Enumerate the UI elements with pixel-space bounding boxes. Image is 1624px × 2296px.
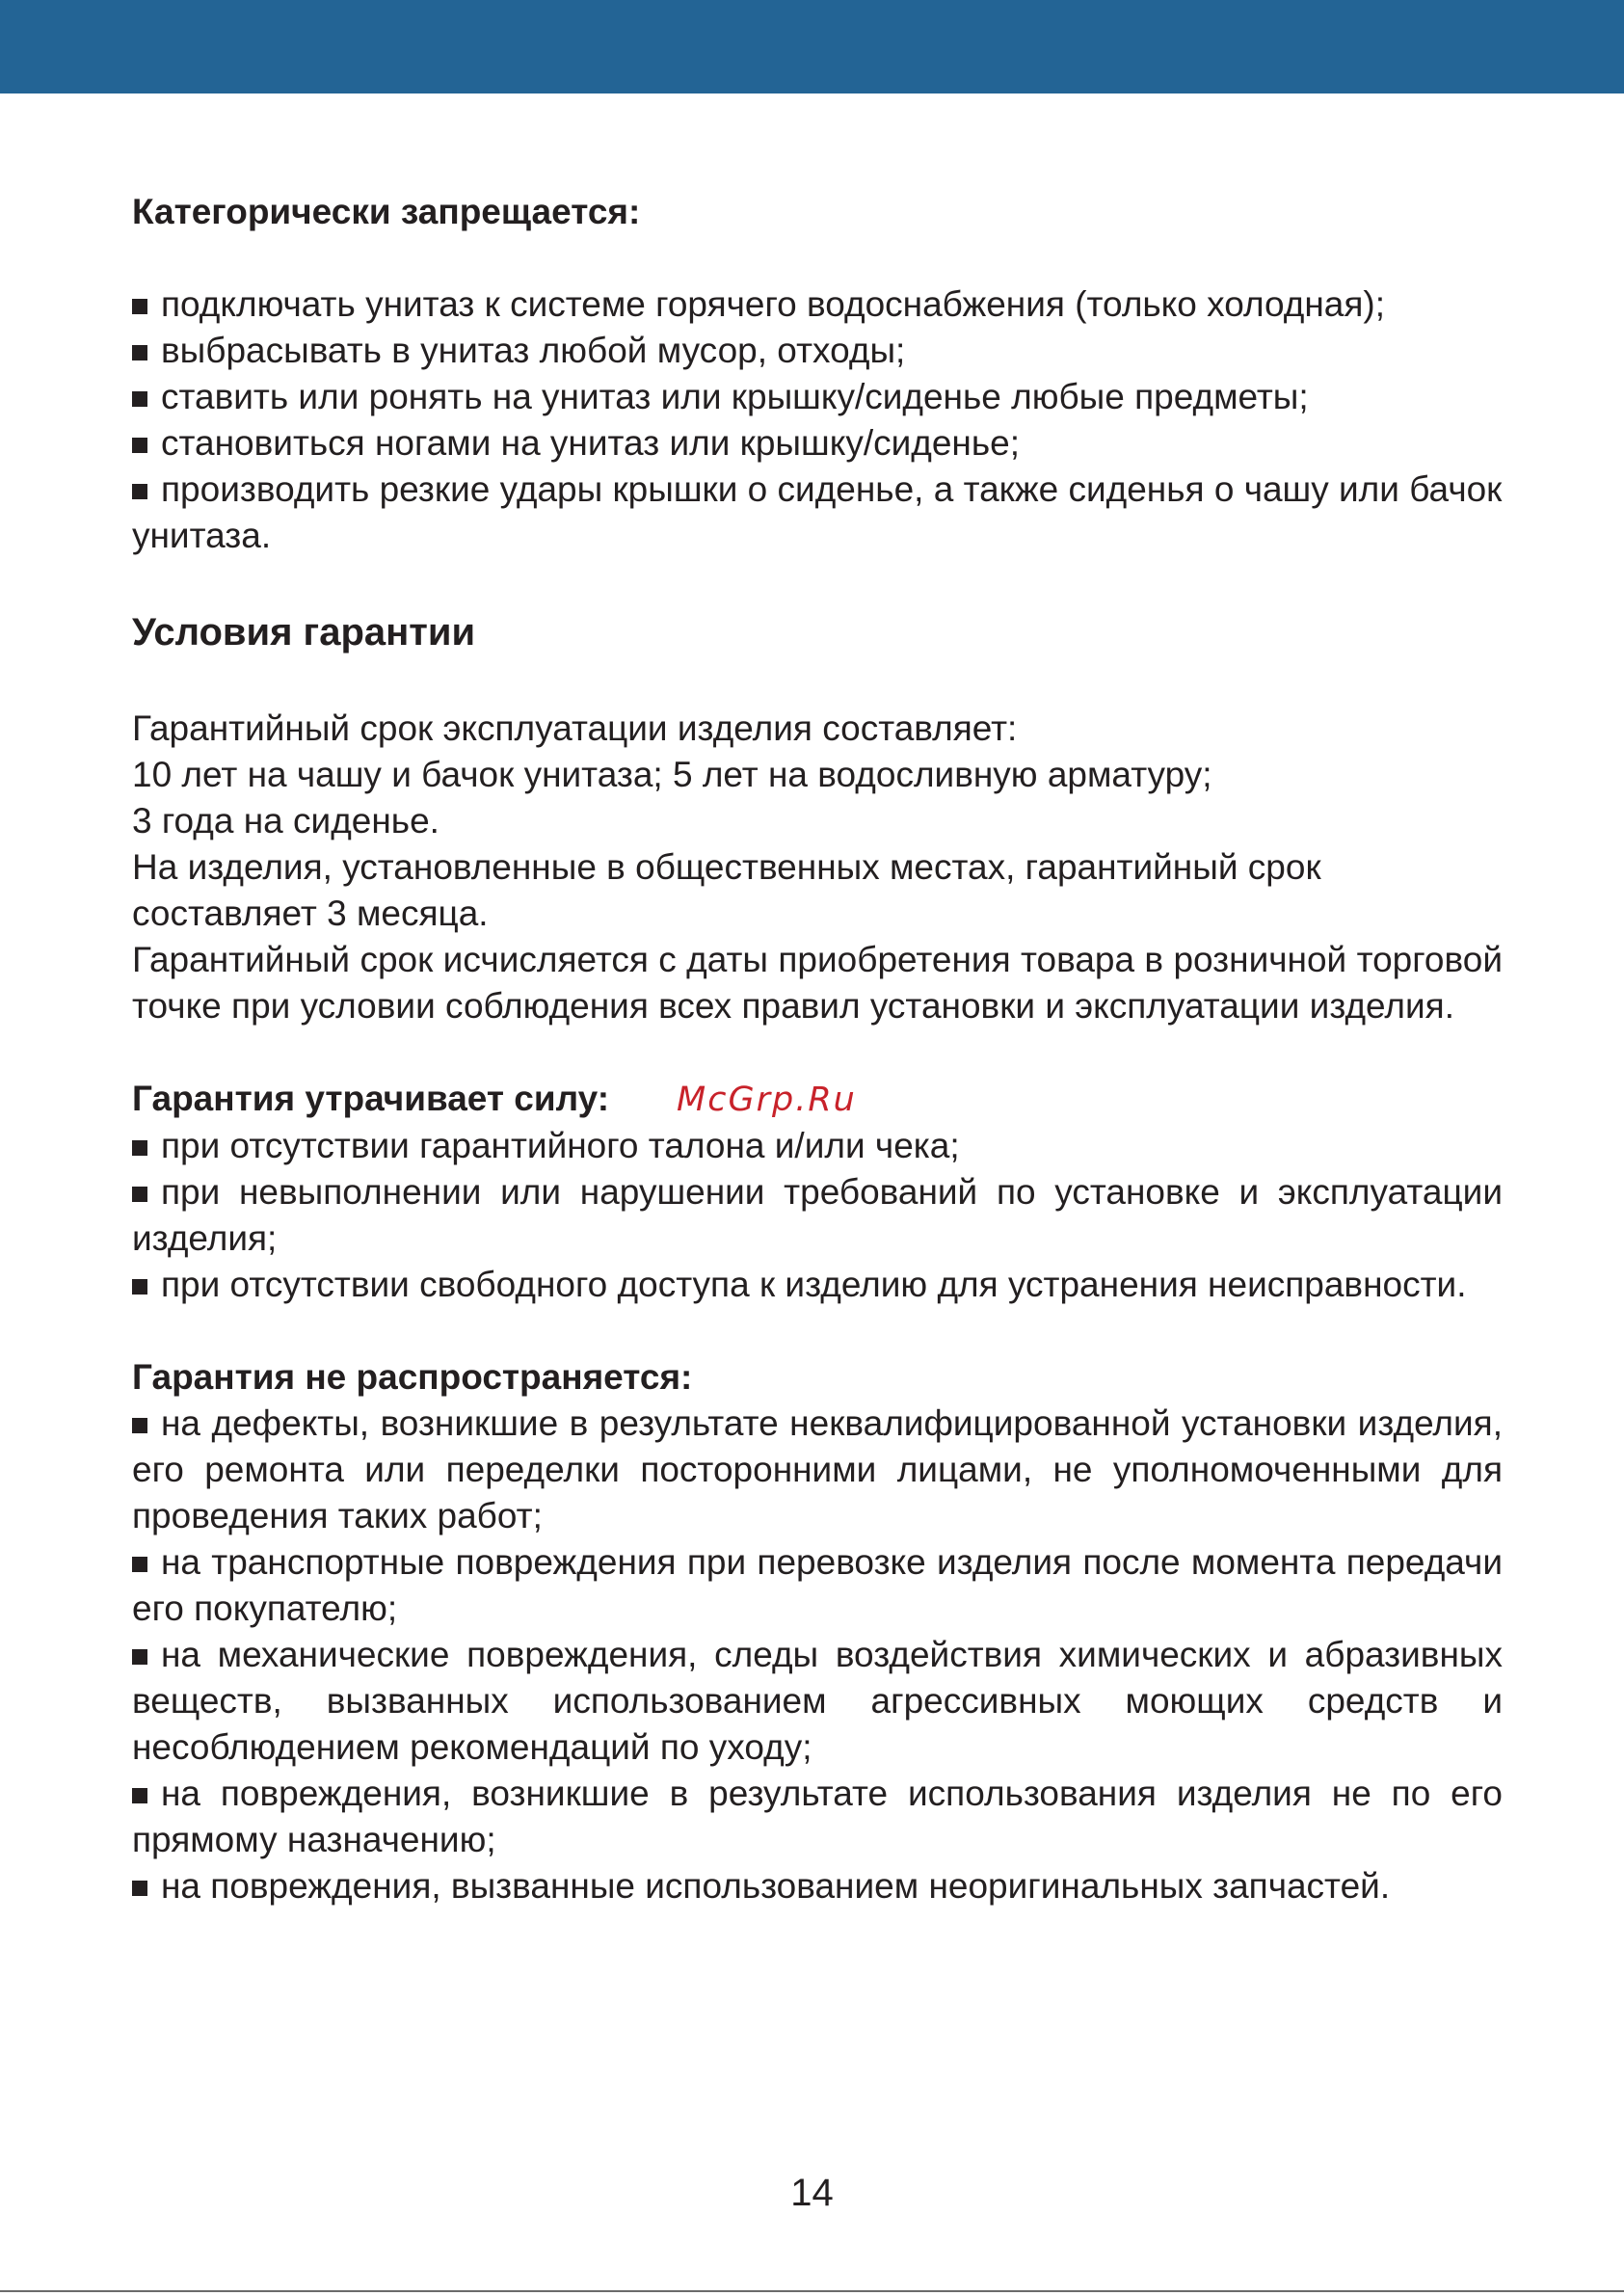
bullet-icon	[132, 1649, 147, 1665]
bullet-icon	[132, 1279, 147, 1295]
header-band	[0, 0, 1624, 93]
bullet-icon	[132, 1140, 147, 1156]
void-list	[132, 1123, 1503, 1308]
page-content	[132, 189, 1503, 1909]
list-item: на механические повреждения, следы воздействия химических и абразивных веществ, вызванных использованием агрессивных моющих средств и несоблюдением рекомендаций по уходу;	[132, 1635, 1503, 1767]
bullet-icon	[132, 1557, 147, 1572]
list-item: производить резкие удары крышки о сиденье, а также сиденья о чашу или бачок унитаза.	[132, 469, 1503, 555]
paragraph: Гарантийный срок эксплуатации изделия составляет:	[132, 708, 1018, 748]
bullet-icon	[132, 438, 147, 453]
forbidden-list	[132, 281, 1503, 559]
list-item: выбрасывать в унитаз любой мусор, отходы;	[132, 328, 1503, 374]
list-item: при отсутствии свободного доступа к изделию для устранения неисправности.	[132, 1262, 1503, 1308]
exclusions-heading: Гарантия не распространяется:	[132, 1357, 693, 1397]
paragraph: 10 лет на чашу и бачок унитаза; 5 лет на водосливную арматуру;	[132, 755, 1212, 794]
page-number: 14	[790, 2172, 834, 2214]
paragraph: На изделия, установленные в общественных местах, гарантийный срок составляет 3 месяца.	[132, 847, 1321, 933]
bullet-icon	[132, 1187, 147, 1202]
list-item: становиться ногами на унитаз или крышку/сиденье;	[132, 420, 1503, 467]
bullet-icon	[132, 484, 147, 499]
list-item: при отсутствии гарантийного талона и/или чека;	[132, 1123, 1503, 1169]
exclusions-list	[132, 1401, 1503, 1909]
bullet-icon	[132, 299, 147, 314]
warranty-title: Условия гарантии	[132, 611, 476, 654]
bottom-rule	[0, 2290, 1624, 2292]
void-heading-row	[132, 1076, 1503, 1123]
list-item: ставить или ронять на унитаз или крышку/сиденье любые предметы;	[132, 374, 1503, 420]
bullet-icon	[132, 1788, 147, 1803]
bullet-icon	[132, 1881, 147, 1896]
void-heading: Гарантия утрачивает силу:	[132, 1079, 610, 1118]
bullet-icon	[132, 345, 147, 360]
bullet-icon	[132, 1418, 147, 1433]
list-item: на дефекты, возникшие в результате неквалифицированной установки изделия, его ремонта или переделки посторонними лицами, не уполномоченными для проведения таких работ;	[132, 1403, 1503, 1535]
list-item: при невыполнении или нарушении требований по установке и эксплуатации изделия;	[132, 1172, 1503, 1258]
list-item: подключать унитаз к системе горячего водоснабжения (только холодная);	[132, 281, 1503, 328]
bullet-icon	[132, 391, 147, 407]
paragraph: Гарантийный срок исчисляется с даты приобретения товара в розничной торговой точке при условии соблюдения всех правил установки и эксплуатации изделия.	[132, 940, 1503, 1026]
forbidden-heading: Категорически запрещается:	[132, 192, 641, 231]
watermark: McGrp.Ru	[677, 1081, 857, 1119]
list-item: на повреждения, вызванные использованием неоригинальных запчастей.	[132, 1863, 1503, 1909]
list-item: на повреждения, возникшие в результате использования изделия не по его прямому назначению;	[132, 1774, 1503, 1859]
warranty-text	[132, 706, 1503, 1029]
paragraph: 3 года на сиденье.	[132, 801, 439, 841]
list-item: на транспортные повреждения при перевозке изделия после момента передачи его покупателю;	[132, 1542, 1503, 1628]
